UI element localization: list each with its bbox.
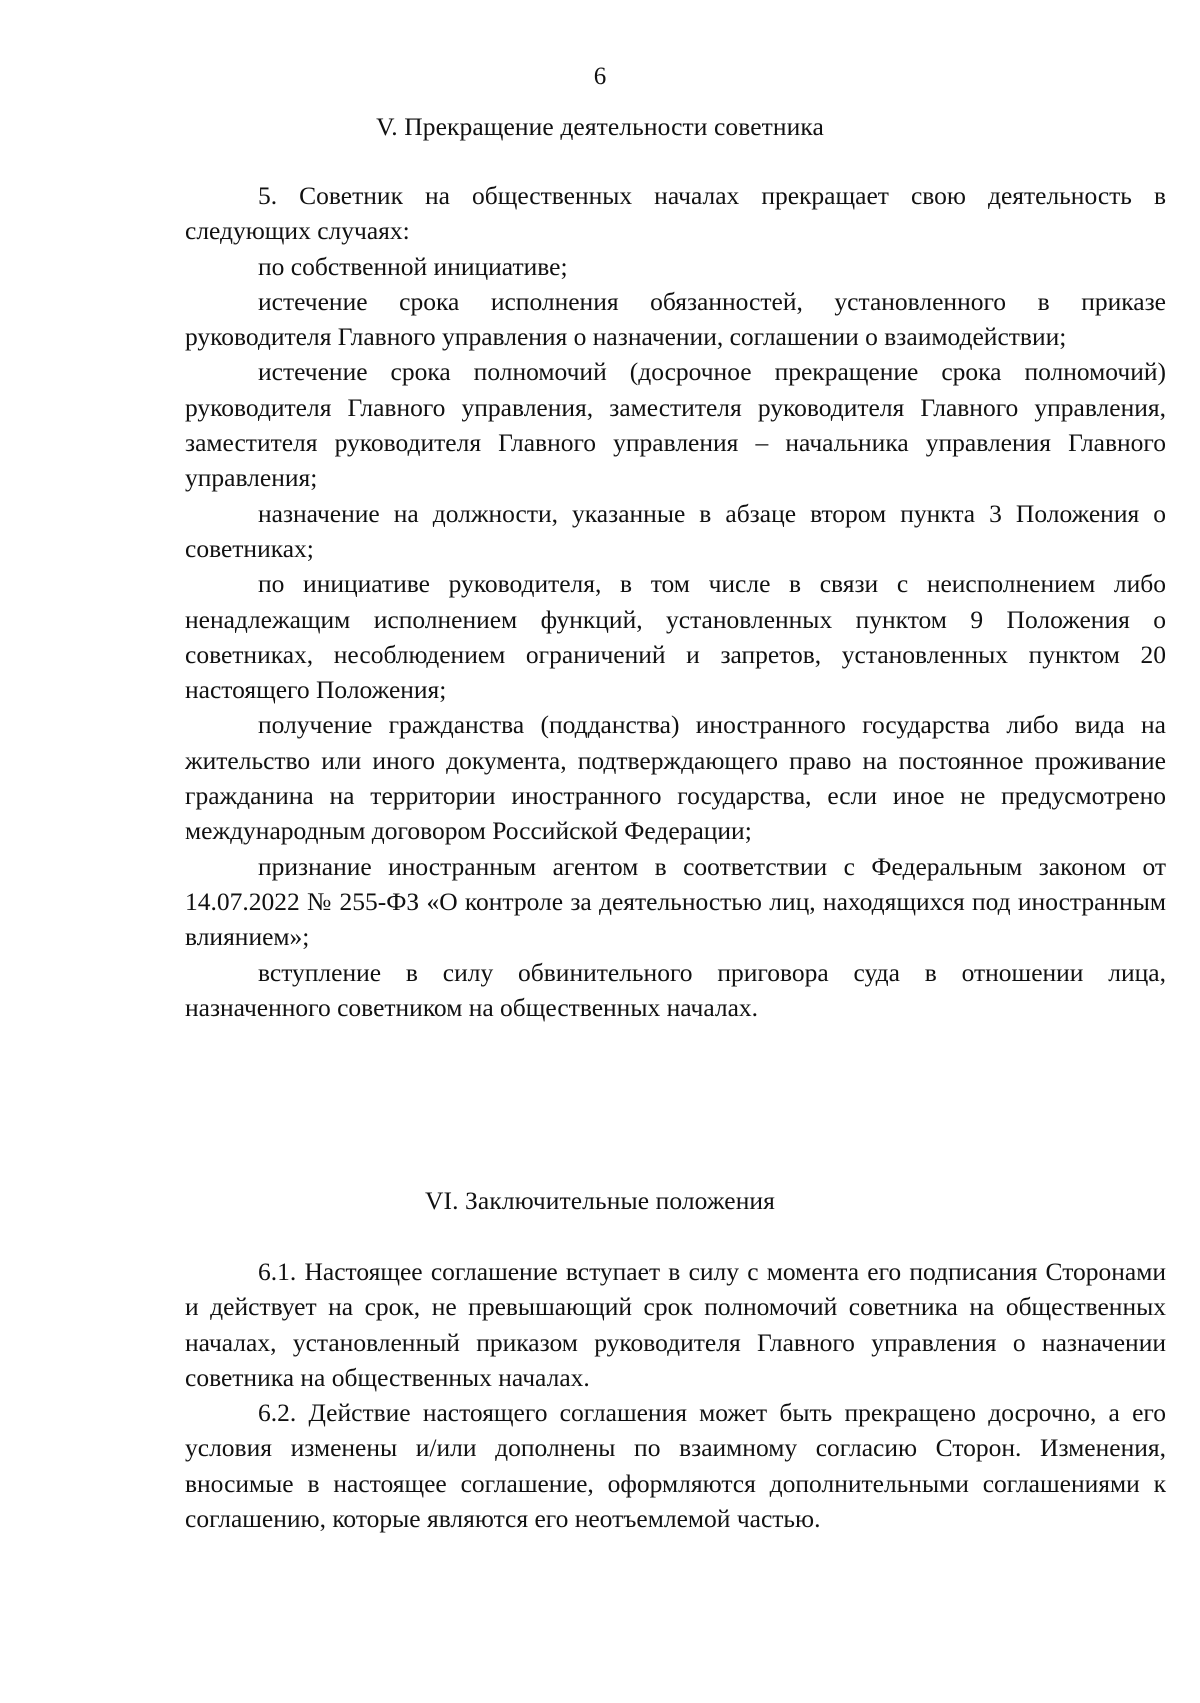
paragraph-5-citizenship: получение гражданства (подданства) иностранного государства либо вида на жительство или иного документа, подтверждающего право на постоянное проживание гражданина на территории иностранного государства, если иное не предусмотрено международным договором Российской Федерации;: [185, 710, 1166, 846]
paragraph-5-own-initiative: по собственной инициативе;: [258, 251, 568, 281]
paragraph-5-head-initiative: по инициативе руководителя, в том числе в связи с неисполнением либо ненадлежащим исполнением функций, установленных пунктом 9 Положения о советниках, несоблюдением ограничений и запретов, установленных пунктом 20 настоящего Положения;: [185, 569, 1166, 705]
paragraph-5-powers-expiry: истечение срока полномочий (досрочное прекращение срока полномочий) руководителя Главного управления, заместителя руководителя Главного управления, заместителя руководителя Главного управления – начальника управления Главного управления;: [185, 357, 1166, 493]
section-6-heading: VI. Заключительные положения: [424, 1186, 776, 1215]
section-6-body: [185, 1254, 1166, 1536]
paragraph-6-1: 6.1. Настоящее соглашение вступает в силу с момента его подписания Сторонами и действует на срок, не превышающий срок полномочий советника на общественных началах, установленный приказом руководителя Главного управления о назначении советника на общественных началах.: [185, 1257, 1166, 1392]
paragraph-5-intro: 5. Советник на общественных началах прекращает свою деятельность в следующих случаях:: [185, 181, 1166, 246]
paragraph-5-appointment: назначение на должности, указанные в абзаце втором пункта 3 Положения о советниках;: [185, 498, 1166, 563]
paragraph-6-2: 6.2. Действие настоящего соглашения может быть прекращено досрочно, а его условия изменены и/или дополнены по взаимному согласию Сторон. Изменения, вносимые в настоящее соглашение, оформляются дополнительными соглашениями к соглашению, которые являются его неотъемлемой частью.: [185, 1398, 1166, 1534]
paragraph-5-conviction: вступление в силу обвинительного приговора суда в отношении лица, назначенного советником на общественных началах.: [185, 957, 1166, 1022]
page-number: 6: [593, 63, 607, 90]
paragraph-5-foreign-agent: признание иностранным агентом в соответствии с Федеральным законом от 14.07.2022 № 255-ФЗ «О контроле за деятельностью лиц, находящихся под иностранным влиянием»;: [185, 851, 1166, 952]
section-5-heading: V. Прекращение деятельности советника: [376, 112, 824, 141]
section-5-body: [185, 178, 1166, 1025]
paragraph-5-term-expiry: истечение срока исполнения обязанностей, установленного в приказе руководителя Главного управления о назначении, соглашении о взаимодействии;: [185, 286, 1166, 352]
